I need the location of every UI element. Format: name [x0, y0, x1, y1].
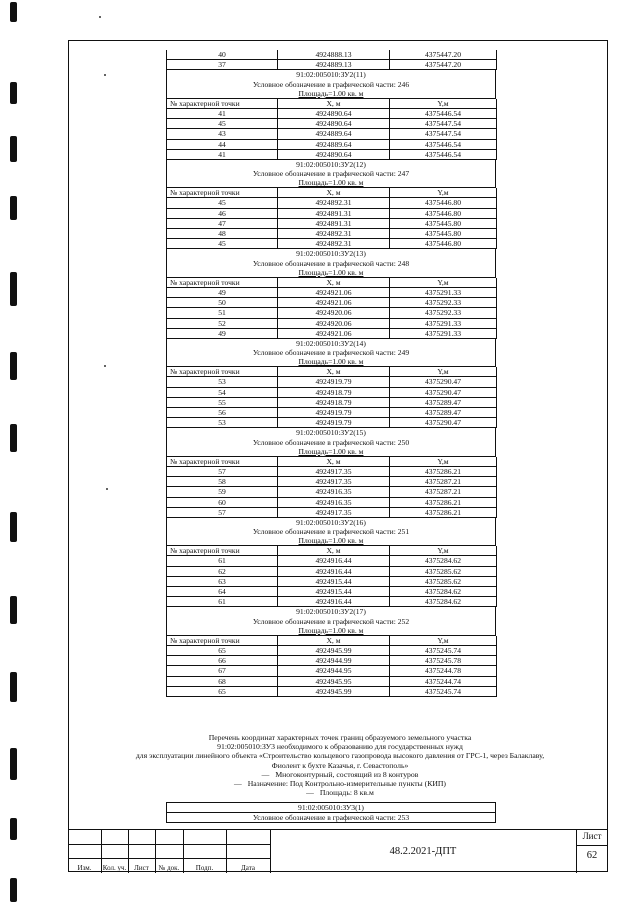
point-number: 58 [167, 477, 278, 487]
section-legend: Условное обозначение в графической части: 251 [252, 527, 410, 536]
y-coordinate: 4375285.62 [390, 567, 497, 577]
y-coordinate: 4375446.80 [390, 209, 497, 219]
y-coordinate: 4375445.80 [390, 229, 497, 239]
x-coordinate: 4924945.95 [278, 677, 390, 687]
section-legend: Условное обозначение в графической части: 246 [252, 79, 410, 89]
y-coordinate: 4375446.54 [390, 140, 497, 150]
section-area: Площадь=1.00 кв. м [298, 88, 364, 98]
section-area: Площадь=1.00 кв. м [298, 357, 364, 367]
x-coordinate: 4924916.44 [278, 556, 390, 566]
column-header: Y,м [390, 546, 497, 556]
section-id: 91:02:005010:ЗУ2(13) [296, 249, 366, 259]
y-coordinate: 4375284.62 [390, 587, 497, 597]
x-coordinate: 4924916.44 [278, 567, 390, 577]
sheet-number: 62 [586, 850, 598, 861]
column-header: № характерной точки [167, 188, 278, 198]
x-coordinate: 4924919.79 [278, 418, 390, 428]
x-coordinate: 4924891.31 [278, 209, 390, 219]
x-coordinate: 4924944.95 [278, 666, 390, 676]
point-number: 61 [167, 556, 278, 566]
footer-line: Перечень координат характерных точек границ образуемого земельного участка [208, 733, 472, 742]
point-number: 48 [167, 229, 278, 239]
y-coordinate: 4375286.21 [390, 508, 497, 518]
y-coordinate: 4375245.78 [390, 656, 497, 666]
y-coordinate: 4375447.54 [390, 129, 497, 139]
section-id: 91:02:005010:ЗУ2(17) [296, 607, 366, 617]
section-legend: Условное обозначение в графической части: 247 [252, 169, 410, 178]
x-coordinate: 4924920.06 [278, 308, 390, 318]
point-number: 60 [167, 498, 278, 508]
y-coordinate: 4375287.21 [390, 477, 497, 487]
point-number: 53 [167, 418, 278, 428]
sheet-label: Лист [582, 831, 602, 841]
column-header: Y,м [390, 99, 497, 109]
y-coordinate: 4375291.33 [390, 329, 497, 339]
y-coordinate: 4375284.62 [390, 556, 497, 566]
point-number: 51 [167, 308, 278, 318]
y-coordinate: 4375447.54 [390, 119, 497, 129]
x-coordinate: 4924891.31 [278, 219, 390, 229]
point-number: 49 [167, 329, 278, 339]
continued-rows [166, 50, 496, 70]
column-header: Y,м [390, 188, 497, 198]
section-legend: Условное обозначение в графической части: 250 [252, 437, 410, 447]
column-header: № характерной точки [167, 367, 278, 377]
coordinates-table [166, 188, 496, 249]
footer-line: Фиолент к бухте Казачья, г. Севастополь» [271, 760, 409, 770]
section-area: Площадь=1.00 кв. м [298, 536, 364, 546]
section-area: Площадь=1.00 кв. м [298, 178, 364, 188]
section-header [166, 70, 496, 98]
point-number: 47 [167, 219, 278, 229]
x-coordinate: 4924917.35 [278, 508, 390, 518]
y-coordinate: 4375292.33 [390, 298, 497, 308]
column-header: Y,м [390, 367, 497, 377]
y-coordinate: 4375245.74 [390, 687, 497, 697]
point-number: 44 [167, 140, 278, 150]
column-header: X, м [278, 457, 390, 467]
x-coordinate: 4924944.99 [278, 656, 390, 666]
point-number: 57 [167, 508, 278, 518]
point-number: 40 [167, 50, 278, 60]
point-number: 54 [167, 388, 278, 398]
footer-area: Площадь: 8 кв.м [319, 788, 374, 798]
coordinates-table [166, 546, 496, 607]
x-coordinate: 4924890.64 [278, 119, 390, 129]
section-legend: Условное обозначение в графической части: 253 [252, 813, 410, 823]
section-id: 91:02:005010:ЗУ2(12) [296, 159, 366, 169]
point-number: 45 [167, 119, 278, 129]
point-number: 63 [167, 577, 278, 587]
coordinates-table [166, 367, 496, 428]
y-coordinate: 4375292.33 [390, 308, 497, 318]
dash-marker: — [234, 779, 242, 789]
stamp-col-sign: Подп. [195, 864, 214, 872]
column-header: № характерной точки [167, 99, 278, 109]
section-id: 91:02:005010:ЗУ2(16) [296, 517, 366, 527]
point-number: 53 [167, 377, 278, 387]
point-number: 67 [167, 666, 278, 676]
point-number: 59 [167, 487, 278, 497]
x-coordinate: 4924915.44 [278, 587, 390, 597]
y-coordinate: 4375287.21 [390, 487, 497, 497]
column-header: № характерной точки [167, 457, 278, 467]
y-coordinate: 4375285.62 [390, 577, 497, 587]
stamp-col-change: Изм. [77, 864, 92, 872]
footer-line: 91:02:005010:ЗУ3 необходимого к образованию для государственных нужд [217, 742, 463, 752]
section-id: 91:02:005010:ЗУ2(15) [296, 428, 366, 438]
y-coordinate: 4375291.33 [390, 288, 497, 298]
point-number: 68 [167, 677, 278, 687]
column-header: X, м [278, 367, 390, 377]
section-area: Площадь=1.00 кв. м [298, 625, 364, 635]
point-number: 57 [167, 467, 278, 477]
column-header: Y,м [390, 457, 497, 467]
section-area: Площадь=1.00 кв. м [298, 267, 364, 277]
x-coordinate: 4924889.13 [278, 60, 390, 70]
section-legend: Условное обозначение в графической части: 252 [252, 616, 410, 626]
point-number: 41 [167, 109, 278, 119]
x-coordinate: 4924921.06 [278, 329, 390, 339]
x-coordinate: 4924915.44 [278, 577, 390, 587]
title-block [68, 829, 608, 873]
y-coordinate: 4375290.47 [390, 388, 497, 398]
stamp-col-sheet: Лист [134, 864, 149, 872]
y-coordinate: 4375286.21 [390, 498, 497, 508]
column-header: X, м [278, 546, 390, 556]
point-number: 45 [167, 198, 278, 208]
section-legend: Условное обозначение в графической части: 249 [252, 348, 410, 357]
column-header: X, м [278, 188, 390, 198]
point-number: 50 [167, 298, 278, 308]
coordinates-table [166, 99, 496, 160]
stamp-col-doc: № док. [158, 864, 180, 872]
column-header: X, м [278, 278, 390, 288]
section-legend: Условное обозначение в графической части: 248 [252, 258, 410, 268]
y-coordinate: 4375245.74 [390, 646, 497, 656]
y-coordinate: 4375447.20 [390, 60, 497, 70]
x-coordinate: 4924945.99 [278, 646, 390, 656]
point-number: 62 [167, 567, 278, 577]
point-number: 37 [167, 60, 278, 70]
footer-purpose: Назначение: Под Контрольно-измерительные пункты (КИП) [247, 779, 446, 789]
column-header: № характерной точки [167, 278, 278, 288]
y-coordinate: 4375244.78 [390, 666, 497, 676]
column-header: Y,м [390, 636, 497, 646]
x-coordinate: 4924919.79 [278, 408, 390, 418]
x-coordinate: 4924888.13 [278, 50, 390, 60]
point-number: 66 [167, 656, 278, 666]
section-id: 91:02:005010:ЗУ2(14) [296, 338, 366, 348]
section-header [166, 428, 496, 456]
y-coordinate: 4375446.54 [390, 109, 497, 119]
section-header [166, 518, 496, 546]
y-coordinate: 4375446.54 [390, 150, 497, 160]
y-coordinate: 4375244.74 [390, 677, 497, 687]
footer-item [120, 788, 560, 797]
point-number: 65 [167, 687, 278, 697]
y-coordinate: 4375286.21 [390, 467, 497, 477]
stamp-col-date: Дата [241, 864, 255, 872]
column-header: № характерной точки [167, 546, 278, 556]
x-coordinate: 4924921.06 [278, 298, 390, 308]
x-coordinate: 4924921.06 [278, 288, 390, 298]
coordinates-content [166, 50, 496, 697]
section-id: 91:02:005010:ЗУ2(11) [296, 70, 366, 80]
column-header: X, м [278, 99, 390, 109]
point-number: 43 [167, 129, 278, 139]
point-number: 41 [167, 150, 278, 160]
point-number: 56 [167, 408, 278, 418]
point-number: 55 [167, 398, 278, 408]
document-code: 48.2.2021-ДПТ [389, 846, 457, 857]
x-coordinate: 4924919.79 [278, 377, 390, 387]
y-coordinate: 4375290.47 [390, 377, 497, 387]
coordinates-table [166, 636, 496, 697]
x-coordinate: 4924892.31 [278, 239, 390, 249]
coordinates-table [166, 278, 496, 339]
x-coordinate: 4924916.35 [278, 487, 390, 497]
stamp-col-count: Кол. уч. [102, 864, 127, 872]
x-coordinate: 4924889.64 [278, 129, 390, 139]
section-header [166, 339, 496, 367]
x-coordinate: 4924917.35 [278, 467, 390, 477]
x-coordinate: 4924917.35 [278, 477, 390, 487]
column-header: Y,м [390, 278, 497, 288]
point-number: 49 [167, 288, 278, 298]
y-coordinate: 4375290.47 [390, 418, 497, 428]
dash-marker: — [306, 788, 314, 798]
y-coordinate: 4375445.80 [390, 219, 497, 229]
x-coordinate: 4924918.79 [278, 398, 390, 408]
column-header: X, м [278, 636, 390, 646]
x-coordinate: 4924892.31 [278, 198, 390, 208]
y-coordinate: 4375289.47 [390, 408, 497, 418]
footer-line: для эксплуатации линейного объекта «Строительство кольцевого газопровода высокого давления от ГРС-1, через Балаклаву, [135, 751, 545, 761]
x-coordinate: 4924945.99 [278, 687, 390, 697]
column-header: № характерной точки [167, 636, 278, 646]
x-coordinate: 4924892.31 [278, 229, 390, 239]
point-number: 64 [167, 587, 278, 597]
point-number: 61 [167, 597, 278, 607]
y-coordinate: 4375291.33 [390, 319, 497, 329]
x-coordinate: 4924920.06 [278, 319, 390, 329]
y-coordinate: 4375446.80 [390, 198, 497, 208]
footer-item [120, 770, 560, 779]
coordinates-table [166, 457, 496, 518]
x-coordinate: 4924890.64 [278, 109, 390, 119]
x-coordinate: 4924916.44 [278, 597, 390, 607]
x-coordinate: 4924889.64 [278, 140, 390, 150]
y-coordinate: 4375289.47 [390, 398, 497, 408]
point-number: 46 [167, 209, 278, 219]
sections-container [166, 70, 496, 697]
dash-marker: — [261, 769, 270, 779]
section-header [166, 607, 496, 635]
next-section-box [166, 802, 496, 823]
x-coordinate: 4924918.79 [278, 388, 390, 398]
section-header [166, 160, 496, 188]
x-coordinate: 4924916.35 [278, 498, 390, 508]
y-coordinate: 4375284.62 [390, 597, 497, 607]
section-header [166, 249, 496, 277]
point-number: 65 [167, 646, 278, 656]
section-id: 91:02:005010:ЗУ3(1) [167, 803, 495, 813]
x-coordinate: 4924890.64 [278, 150, 390, 160]
footer-summary [120, 733, 560, 797]
y-coordinate: 4375447.20 [390, 50, 497, 60]
point-number: 52 [167, 319, 278, 329]
footer-item [120, 779, 560, 788]
section-area: Площадь=1.00 кв. м [298, 446, 364, 456]
point-number: 45 [167, 239, 278, 249]
y-coordinate: 4375446.80 [390, 239, 497, 249]
footer-contours: Многоконтурный, состоящий из 8 контуров [275, 769, 419, 779]
